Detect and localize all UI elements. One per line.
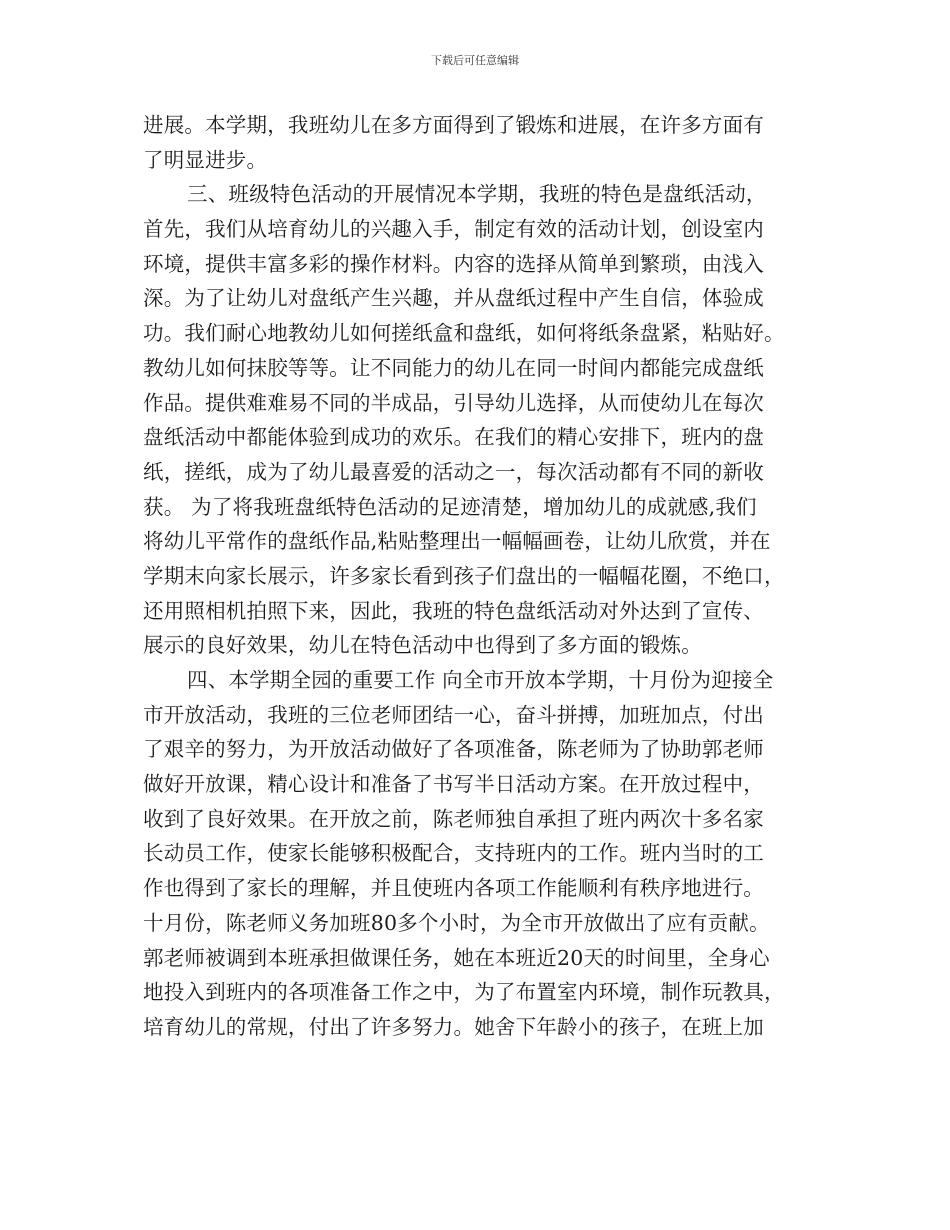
section-four-heading-line: 四、本学期全园的重要工作 向全市开放本学期，十月份为迎接全	[187, 668, 774, 692]
text-line: 首先，我们从培育幼儿的兴趣入手，制定有效的活动计划，创设室内	[143, 217, 764, 242]
text-line: 郭老师被调到本班承担做课任务，她在本班近20天的时间里，全身心	[143, 945, 770, 970]
text-line: 将幼儿平常作的盘纸作品,粘贴整理出一幅幅画卷，让幼儿欣赏，并在	[143, 529, 771, 554]
text-line: 还用照相机拍照下来，因此，我班的特色盘纸活动对外达到了宣传、	[143, 598, 764, 623]
text-line: 展示的良好效果，幼儿在特色活动中也得到了多方面的锻炼。	[143, 633, 702, 658]
text-line: 获。 为了将我班盘纸特色活动的足迹清楚，增加幼儿的成就感,我们	[143, 494, 757, 519]
section-three-heading-line: 三、班级特色活动的开展情况本学期，我班的特色是盘纸活动，	[187, 182, 767, 207]
text-line: 功。我们耐心地教幼儿如何搓纸盒和盘纸，如何将纸条盘紧，粘贴好。	[143, 321, 785, 346]
text-line: 长动员工作，使家长能够积极配合，支持班内的工作。班内当时的工	[143, 841, 764, 866]
text-line: 进展。本学期，我班幼儿在多方面得到了锻炼和进展，在许多方面有	[143, 113, 764, 137]
document-body	[143, 108, 808, 1045]
text-line: 学期末向家长展示，许多家长看到孩子们盘出的一幅幅花圈，不绝口，	[143, 563, 785, 588]
text-line: 收到了良好效果。在开放之前，陈老师独自承担了班内两次十多名家	[143, 806, 764, 831]
text-line: 环境，提供丰富多彩的操作材料。内容的选择从简单到繁琐，由浅入	[143, 251, 764, 276]
text-line: 教幼儿如何抹胶等等。让不同能力的幼儿在同一时间内都能完成盘纸	[143, 355, 764, 380]
text-line: 十月份，陈老师义务加班80多个小时，为全市开放做出了应有贡献。	[143, 910, 770, 935]
text-line: 盘纸活动中都能体验到成功的欢乐。在我们的精心安排下，班内的盘	[143, 425, 764, 450]
text-line: 做好开放课，精心设计和准备了书写半日活动方案。在开放过程中，	[143, 772, 764, 797]
text-line: 地投入到班内的各项准备工作之中，为了布置室内环境，制作玩教具，	[143, 980, 785, 1005]
text-line: 纸，搓纸，成为了幼儿最喜爱的活动之一，每次活动都有不同的新收	[143, 459, 764, 484]
page-header: 下载后可任意编辑	[431, 54, 519, 67]
text-line: 作也得到了家长的理解，并且使班内各项工作能顺利有秩序地进行。	[143, 876, 764, 901]
text-line: 了明显进步。	[143, 147, 268, 172]
text-line: 作品。提供难难易不同的半成品，引导幼儿选择，从而使幼儿在每次	[143, 390, 764, 415]
text-line: 深。为了让幼儿对盘纸产生兴趣，并从盘纸过程中产生自信，体验成	[143, 286, 764, 311]
text-line: 培育幼儿的常规，付出了许多努力。她舍下年龄小的孩子，在班上加	[143, 1014, 764, 1039]
text-line: 市开放活动，我班的三位老师团结一心，奋斗拼搏，加班加点，付出	[143, 702, 764, 727]
text-line: 了艰辛的努力，为开放活动做好了各项准备，陈老师为了协助郭老师	[143, 737, 764, 762]
